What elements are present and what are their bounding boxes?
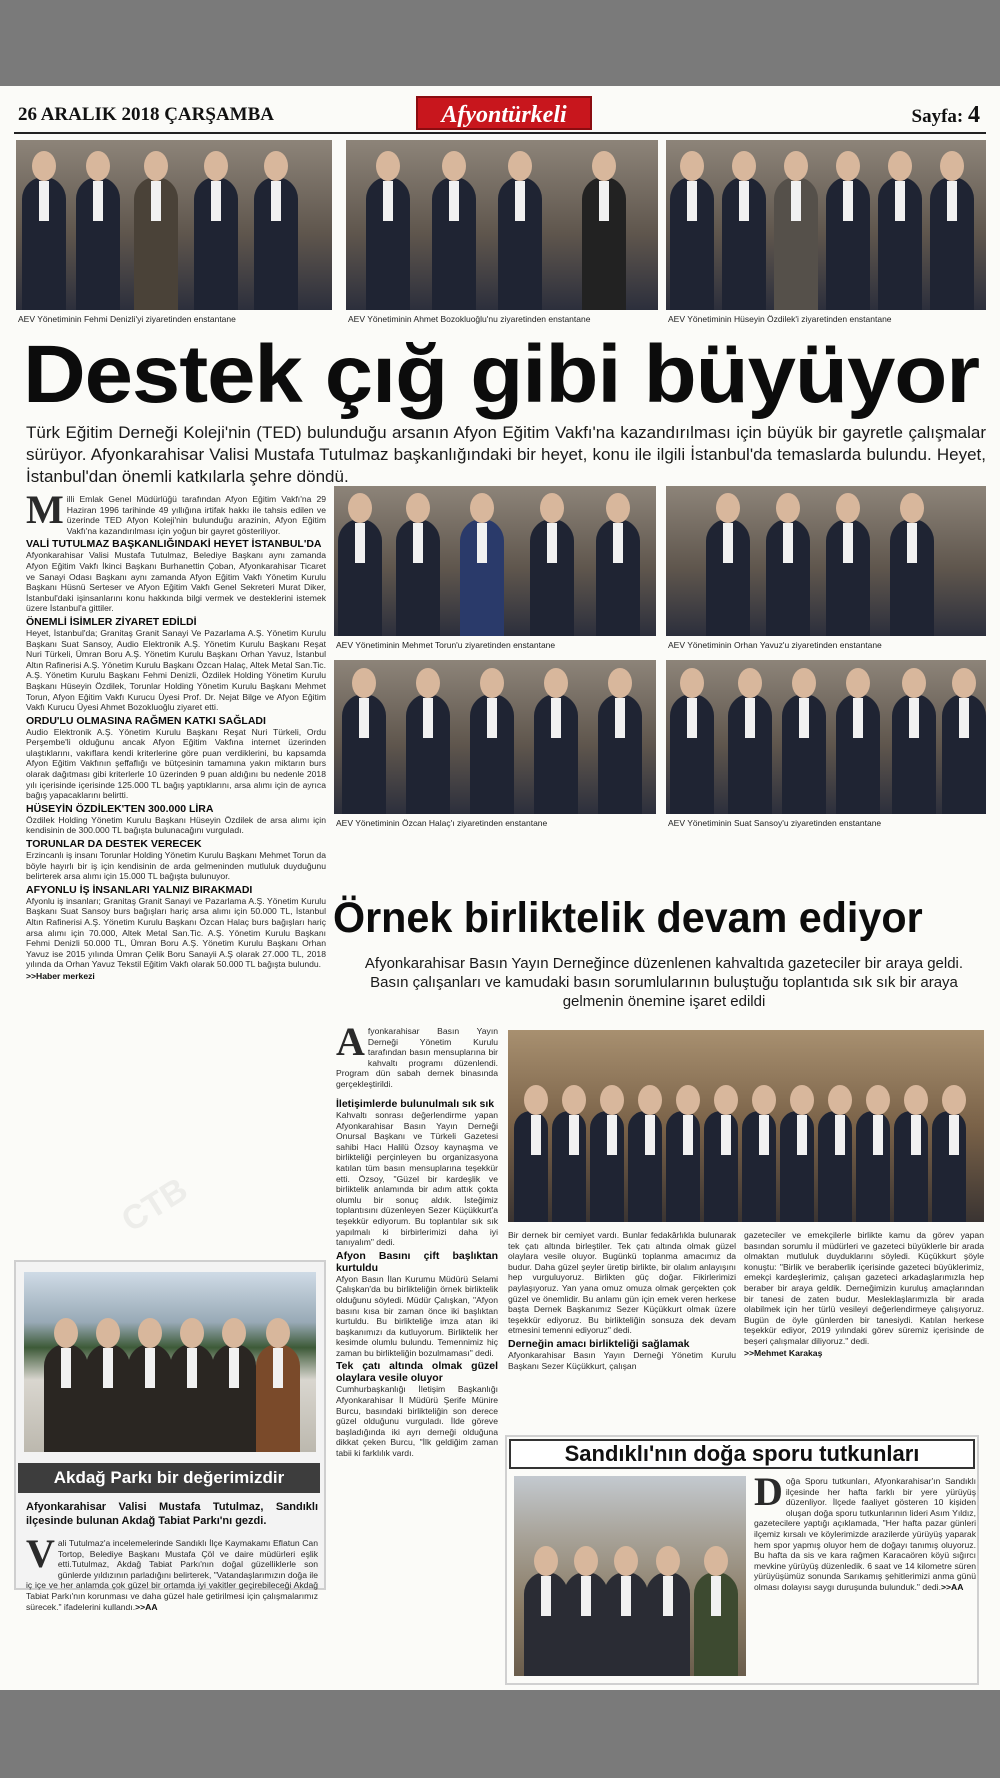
issue-date: 26 ARALIK 2018 ÇARŞAMBA (18, 104, 274, 125)
akdag-headline: Akdağ Parkı bir değerimizdir (18, 1463, 320, 1493)
photo-caption: AEV Yönetiminin Ahmet Bozokluoğlu'nu ziyaretinden enstantane (348, 314, 591, 324)
second-intro: fyonkarahisar Basın Yayın Derneği Yönetim Kurulu tarafından basın mensuplarına bir kahvaltı programı düzenlendi. Program dün sabah dernek binasında gerçekleştirildi. (336, 1026, 498, 1089)
newspaper-page (0, 86, 1000, 1690)
section-title: ÖNEMLİ İSİMLER ZİYARET EDİLDİ (26, 615, 197, 628)
photo-journalists-group (508, 1030, 984, 1222)
section-text: Cumhurbaşkanlığı İletişim Başkanlığı Afyonkarahisar İl Müdürü Şerife Münire Burcu, basındaki birlikteliğin son derece güzel olduğunu vurguladı. İlde göreve başladığında iki ayrı derneği olduğuna dikkat çeken Burcu, "İlk geldiğim zaman tabii ki farklılık vardı. (336, 1384, 498, 1459)
section-text: Özdilek Holding Yönetim Kurulu Başkanı Hüseyin Özdilek de arsa alımı için kendisinin de 300.000 TL bağışta bulunacağını vurguladı. (26, 814, 326, 836)
photo-fehmi-denizli (16, 140, 332, 310)
byline: >>Haber merkezi (26, 970, 95, 981)
photo-caption: AEV Yönetiminin Orhan Yavuz'u ziyaretinden enstantane (668, 640, 882, 650)
page-number: Sayfa: 4 (911, 102, 980, 128)
photo-caption: AEV Yönetiminin Fehmi Denizli'yi ziyaretinden enstantane (18, 314, 236, 324)
akdag-text: ali Tutulmaz'a incelemelerinde Sandıklı İlçe Kaymakamı Eflatun Can Tortop, Belediye Başkanı Mustafa Çöl ve daire müdürleri eşlik etti.Tutulmaz, Akdağ Tabiat Parkı'nın doğal güzelliklerle son günlerde yıldızının parladığını belirterek, "Vatandaşlarımızın doğa ile iç içe ve her anlamda çok güzel bir ortamda iyi vakitler geçirebileceği Akdağ Tabiat Parkı'nın korunması ve daha güzel hale getirilmesi için çalışmalarımız sürecek." ifadelerini kullandı. (26, 1538, 318, 1612)
drop-cap: A (336, 1026, 365, 1064)
byline: >>AA (135, 1601, 158, 1612)
second-headline: Örnek birliktelik devam ediyor (333, 894, 923, 942)
section-title: Afyon Basını çift başlıktan kurtuldu (336, 1249, 498, 1274)
photo-caption: AEV Yönetiminin Mehmet Torun'u ziyaretinden enstantane (336, 640, 556, 650)
photo-caption: AEV Yönetiminin Hüseyin Özdilek'i ziyaretinden enstantane (668, 314, 892, 324)
section-title: VALİ TUTULMAZ BAŞKANLIĞINDAKİ HEYET İSTANBUL'DA (26, 538, 322, 551)
photo-huseyin-ozdilek (666, 140, 986, 310)
section-text: Afyon Basın İlan Kurumu Müdürü Selami Çalışkan'da bu birlikteliğin örnek birliktelik olduğunu söyledi. Müdür Çalışkan, "Afyon basını kısa bir zaman önce iki başlıktan kurtuldu. Bu birlikteliğe imza atan iki başkanımızı da kutluyorum. Birliktelik her kesimde olumlu bulundu. Temennimiz hiç zaman bu birlikteliğin bozulmaması" dedi. (336, 1273, 498, 1358)
section-text: Afyonkarahisar Valisi Mustafa Tutulmaz, Belediye Başkanı aynı zamanda Afyon Eğitim Vakfı İkinci Başkanı Burhanettin Çoban, Afyonkarahisar Ticaret ve Sanayi Odası Başkanı aynı zamanda Afyon Eğitim Vakfı Yönetim Kurulu Başkanı Hüsnü Serteser ve Afyon Eğitim Vakfı Genel Sekreteri Murat Diker, İstanbul'daki işinsanlarını konu hakkında bilgi vermek ve desteklerini istemek üzere İstanbul'a gittiler. (26, 550, 326, 614)
drop-cap: V (26, 1538, 55, 1576)
top-frame-bar (0, 0, 1000, 86)
section-title: Derneğin amacı birlikteliği sağlamak (508, 1337, 690, 1350)
main-headline: Destek çığ gibi büyüyor (22, 329, 980, 420)
akdag-column (26, 1538, 318, 1678)
photo-nature-hikers (514, 1476, 746, 1676)
photo-caption: AEV Yönetiminin Suat Sansoy'u ziyaretinden enstantane (668, 818, 882, 828)
photo-mehmet-torun (334, 486, 656, 636)
drop-cap: D (754, 1476, 783, 1514)
photo-ozcan-halac (334, 660, 656, 814)
second-deck: Afyonkarahisar Basın Yayın Derneğince düzenlenen kahvaltıda gazeteciler bir araya geldi. Basın çalışanları ve kamudaki basın sorumlularının buluştuğu toplantıda sık sık bir araya gelmenin önemine işaret edildi (364, 955, 964, 1010)
second-story-column (508, 1230, 736, 1430)
section-text: gazeteciler ve emekçilerle birlikte kamu da görev yapan basından sorumlu il müdürleri ve gazeteci büyüklerle bir arada olmaktan mutluluk duyduklarını söyledi. Küçükkurt şöyle konuştu: "Birlik ve beraberlik içerisinde gazeteci büyüklerimiz, emekçi kardeşlerimiz, çalışan gazeteci arkadaşlarımızla hep beraber bir araya geldik. Derneğimizin kuruluş amaçlarından bir tanesi de zaten budur. Mesleklaşlarımızla bir arada olabilmek için her türlü vesileyi değerlendirmeye çalışıyoruz. Bugün de öyle günlerden bir tanesiydi. Katılan herkese teşekkür ediyor, 2019 yılındaki görev süremiz içerisinde de beşeri çalışmalar diliyoruz." dedi. (744, 1230, 984, 1346)
photo-suat-sansoy (666, 660, 986, 814)
watermark: CTB (114, 1170, 195, 1240)
masthead (14, 94, 986, 134)
section-text: Heyet, İstanbul'da; Granitaş Granit Sanayi Ve Pazarlama A.Ş. Yönetim Kurulu Başkanı Suat Sansoy, Audio Elektronik A.Ş. Yönetim Kurulu Başkanı Reşat Nuri Türkeli, Ümran Boru A.Ş. Yönetim Kurulu Başkanı Orhan Yavuz, İstanbul Altın Rafinerisi A.Ş. Yönetim Kurulu Başkanı Özcan Halaç, Altek Metal San.Tic. A.Ş. Yönetim Kurulu Başkanı Fehmi Denizli, Özdilek Holding Yönetim Kurulu Başkanı Hüseyin Özdilek, Torunlar Holding Yönetim Kurulu Başkanı Mehmet Torun, Afyon Eğitim Vakfı Kurucu Üyesi Prof. Dr. Nejat Bilge ve Afyon Eğitim Vakfı Kurucu Üyesi Ahmet Bozokluoğlu ziyaret etti. (26, 627, 326, 713)
akdag-deck: Afyonkarahisar Valisi Mustafa Tutulmaz, Sandıklı ilçesinde bulunan Akdağ Tabiat Parkı'nı gezdi. (26, 1501, 318, 1527)
section-title: HÜSEYİN ÖZDİLEK'TEN 300.000 LİRA (26, 802, 214, 815)
section-title: AFYONLU İŞ İNSANLARI YALNIZ BIRAKMADI (26, 883, 253, 896)
main-intro: illi Emlak Genel Müdürlüğü tarafından Afyon Eğitim Vakfı'na 29 Haziran 1996 tarihinde 49 yıllığına irtifak hakkı ile tahsis edilen ve üzerinde TED Afyon Koleji'nin bulunduğu arazinin, Afyon Eğitim Vakfı'na kazandırılması için yoğun bir gayret gösteriliyor. (66, 494, 326, 536)
section-title: İletişimlerde bulunulmalı sık sık (336, 1098, 495, 1110)
bottom-frame-bar (0, 1690, 1000, 1778)
byline: >>Mehmet Karakaş (744, 1347, 823, 1358)
sandikli-text: oğa Sporu tutkunları, Afyonkarahisar'ın Sandıklı ilçesinde her hafta farklı bir yere yürüyüş düzenliyor. İlçede faaliyet gösteren 10 kişiden oluşan doğa sporu tutkunlarının lideri Asım Yıldız, gazetecilere yaptığı açıklamada, "Her hafta pazar günleri ilçemiz kırsalı ve köylerimizde arazilerde yürüyüş yaparak hem spor yapmış oluyor hem de doğayı tanımış oluyoruz. Bu hafta da sis ve kara rağmen Karacaören köyü sığırcı mevkine yürüyüş düzenledik. 6 saat ve 14 kilometre süren yürüyüşümüz sonunda Sarıkamış şehitlerimizi anma günü olması dolayısı saygı duruşunda bulunduk." dedi. (754, 1476, 976, 1592)
section-text: Erzincanlı iş insanı Torunlar Holding Yönetim Kurulu Başkanı Mehmet Torun da böyle hayırlı bir iş için kendisinin de arda gelmeninden mutluluk duyduğunu belirterek arsa alımı için 15.000 TL bağışta bulunuyor. (26, 850, 326, 882)
main-deck: Türk Eğitim Derneği Koleji'nin (TED) bulunduğu arsanın Afyon Eğitim Vakfı'na kazandırılması için büyük bir gayretle çalışmalar sürüyor. Afyonkarahisar Valisi Mustafa Tutulmaz başkanlığındaki bir heyet, konu ile ilgili İstanbul'da temaslarda bulundu. Heyet, İstanbul'dan önemli katkılarla şehre döndü. (26, 423, 986, 486)
photo-ahmet-bozokluoglu (346, 140, 658, 310)
sandikli-column (754, 1476, 976, 1680)
photo-orhan-yavuz (666, 486, 986, 636)
photo-caption: AEV Yönetiminin Özcan Halaç'ı ziyaretinden enstantane (336, 818, 548, 828)
photo-akdag-park (24, 1272, 316, 1452)
section-text: Audio Elektronik A.Ş. Yönetim Kurulu Başkanı Reşat Nuri Türkeli, Ordu Perşembe'li olduğunu ancak Afyon Eğitim Vakfına internet üzerinden ulaştıklarını, vakıflara kendi kriterlerine göre puan verdiklerini, bu kapsamda Afyon Eğitim Vakfının şeffaflığı ve bütçesinin tamamına yakın miktarın burs olarak dağıtması gibi kriterlerle 10 üzerinden 9 puan aldığını bu nedenle 2018 yılı içerisinde içerisinde 125.000 TL bağış yaptıklarını, arsa alımı için de ayrıca bağış yapacaklarını belirtti. (26, 726, 326, 801)
byline: >>AA (940, 1581, 964, 1592)
main-story-column (26, 494, 326, 1174)
drop-cap: M (26, 494, 64, 532)
section-title: TORUNLAR DA DESTEK VERECEK (26, 838, 202, 851)
second-story-column (744, 1230, 984, 1430)
section-text: Kahvaltı sonrası değerlendirme yapan Afyonkarahisar Basın Yayın Derneği Onursal Başkanı ve Türkeli Gazetesi sahibi Hacı Halilü Özsoy kaynaşma ve birlikteliği perçinleyen bu organizasyona katılan tüm basın mensuplarına teşekkür etti. Özsoy, "Güzel bir kardeşlik ve birliktelik anlamında bir adım attık çokta olumlu bir sonuç aldık. İsteğimiz toplantısını düzenleyen Sezer Küçükkurt'a teşekkür ediyorum. Bu toplantılar sık sık yapılmalı ki birbirlerimizi daha iyi tanıyalım" dedi. (336, 1110, 498, 1248)
second-story-column (336, 1096, 498, 1682)
section-text: Afyonkarahisar Basın Yayın Derneği Yönetim Kurulu Başkanı Sezer Küçükkurt, çalışan (508, 1349, 736, 1371)
section-title: Tek çatı altında olmak güzel olaylara vesile oluyor (336, 1360, 498, 1385)
section-text: Bir dernek bir cemiyet vardı. Bunlar fedakârlıkla bulunarak tek çatı altında birleştiler. Tek çatı altında olmak güzel olaylara vesile oluyor. Bugünkü toplanma amacımız da budur. Daha güzel şeyler üretip birlikte, bir olalım anlayışını hep vurguluyoruz. Birlikten güç doğar. Fikirlerimizi paylaşıyoruz. Yan yana omuz omuza olmak gerçekten çok güzel ve önemlidir. Bu anlamı gün için emek veren herkese başta Dernek Başkanımız Sezer Küçükkurt olmak üzere teşekkür ediyoruz. Bu birlikteliğin sonsuza dek devam etmesini temenni ediyoruz" dedi. (508, 1230, 736, 1336)
sandikli-headline: Sandıklı'nın doğa sporu tutkunları (509, 1439, 975, 1469)
newspaper-logo: Afyontürkeli (416, 96, 592, 130)
section-title: ORDU'LU OLMASINA RAĞMEN KATKI SAĞLADI (26, 714, 266, 727)
section-text: Afyonlu iş insanları; Granitaş Granit Sanayi ve Pazarlama A.Ş. Yönetim Kurulu Başkanı Suat Sansoy burs bağışları hariç arsa alımı için 50.000 TL, İstanbul Altın Rafinerisi A.Ş. Yönetim Kurulu Başkanı Özcan Halaç burs bağışları hariç arsa alımı için 70.000, Altek Metal San.Tic. A.Ş. Yönetim Kurulu Başkanı Fehmi Denizli 50.000 TL, Ümran Boru A.Ş. Yönetim Kurulu Başkanı Orhan Yavuz ise 2015 yılında Ümran Çelik Boru Sanayii A.Ş olarak 27.000 TL, 2018 yılında da Orhan Yavuz Tekstil Eğitim Vakfı olarak 50.000 TL bağışta bulundu. (26, 895, 326, 970)
